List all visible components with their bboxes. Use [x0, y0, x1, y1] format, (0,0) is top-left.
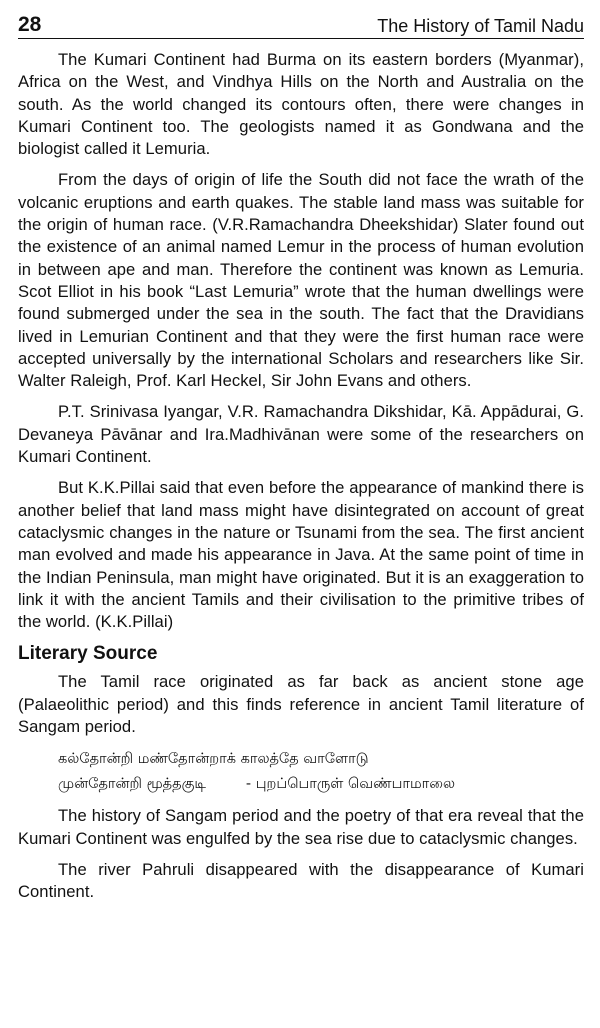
section-heading-literary-source: Literary Source [18, 643, 158, 665]
paragraph-stone-age: The Tamil race originated as far back as ancient stone age (Palaeolithic period) and this finds reference in ancient Tamil literature of Sangam period. [18, 672, 584, 737]
book-page [18, 14, 584, 913]
page-number: 28 [18, 13, 42, 36]
verse-line-2 [58, 772, 584, 797]
verse-line-2-text: முன்தோன்றி மூத்தகுடி [58, 776, 206, 793]
book-title: The History of Tamil Nadu [377, 16, 584, 36]
paragraph-lemuria-origin: From the days of origin of life the South did not face the wrath of the volcanic eruptions and earth quakes. The stable land mass was suitable for the origin of human race. (V.R.Ramachandra Dheekshidar) Slater found out the existence of an animal named Lemur in the process of human evolution in between ape and man. Therefore the continent was known as Lemuria. Scot Elliot in his book “Last Lemuria” wrote that the human dwellings were found submerged under the sea in the south. The fact that the Dravidians lived in Lemurian Continent and that they were the first human race were accepted universally by the international Scholars and researchers like Sir. Walter Raleigh, Prof. Karl Heckel, Sir John Evans and others. [18, 170, 584, 391]
paragraph-researchers: P.T. Srinivasa Iyangar, V.R. Ramachandra Dikshidar, Kā. Appādurai, G. Devaneya Pāvānar and Ira.Madhivānan were some of the researchers on Kumari Continent. [18, 402, 584, 467]
tamil-verse [18, 747, 584, 797]
verse-source: - புறப்பொருள் வெண்பாமாலை [245, 776, 455, 793]
paragraph-pahruli-river: The river Pahruli disappeared with the disappearance of Kumari Continent. [18, 859, 584, 902]
paragraph-kumari-borders: The Kumari Continent had Burma on its eastern borders (Myanmar), Africa on the West, and Vindhya Hills on the North and Australia on the south. As the world changed its contours often, there were changes in Kumari Continent too. The geologists named it as Gondwana and the biologist called it Lemuria. [18, 50, 584, 159]
paragraph-kk-pillai: But K.K.Pillai said that even before the appearance of mankind there is another belief that land mass might have disintegrated on account of great cataclysmic changes in the nature or Tsunami from the sea. The first ancient man evolved and made his appearance in Java. At the same point of time in the Indian Peninsula, man might have originated. But it is an exaggeration to link it with the ancient Tamils and their civilisation to the primitive tribes of the world. (K.K.Pillai) [18, 478, 584, 632]
verse-line-1: கல்தோன்றி மண்தோன்றாக் காலத்தே வாளோடு [58, 751, 369, 768]
paragraph-sangam-poetry: The history of Sangam period and the poetry of that era reveal that the Kumari Continent was engulfed by the sea rise due to cataclysmic changes. [18, 806, 584, 848]
running-header [18, 14, 584, 39]
